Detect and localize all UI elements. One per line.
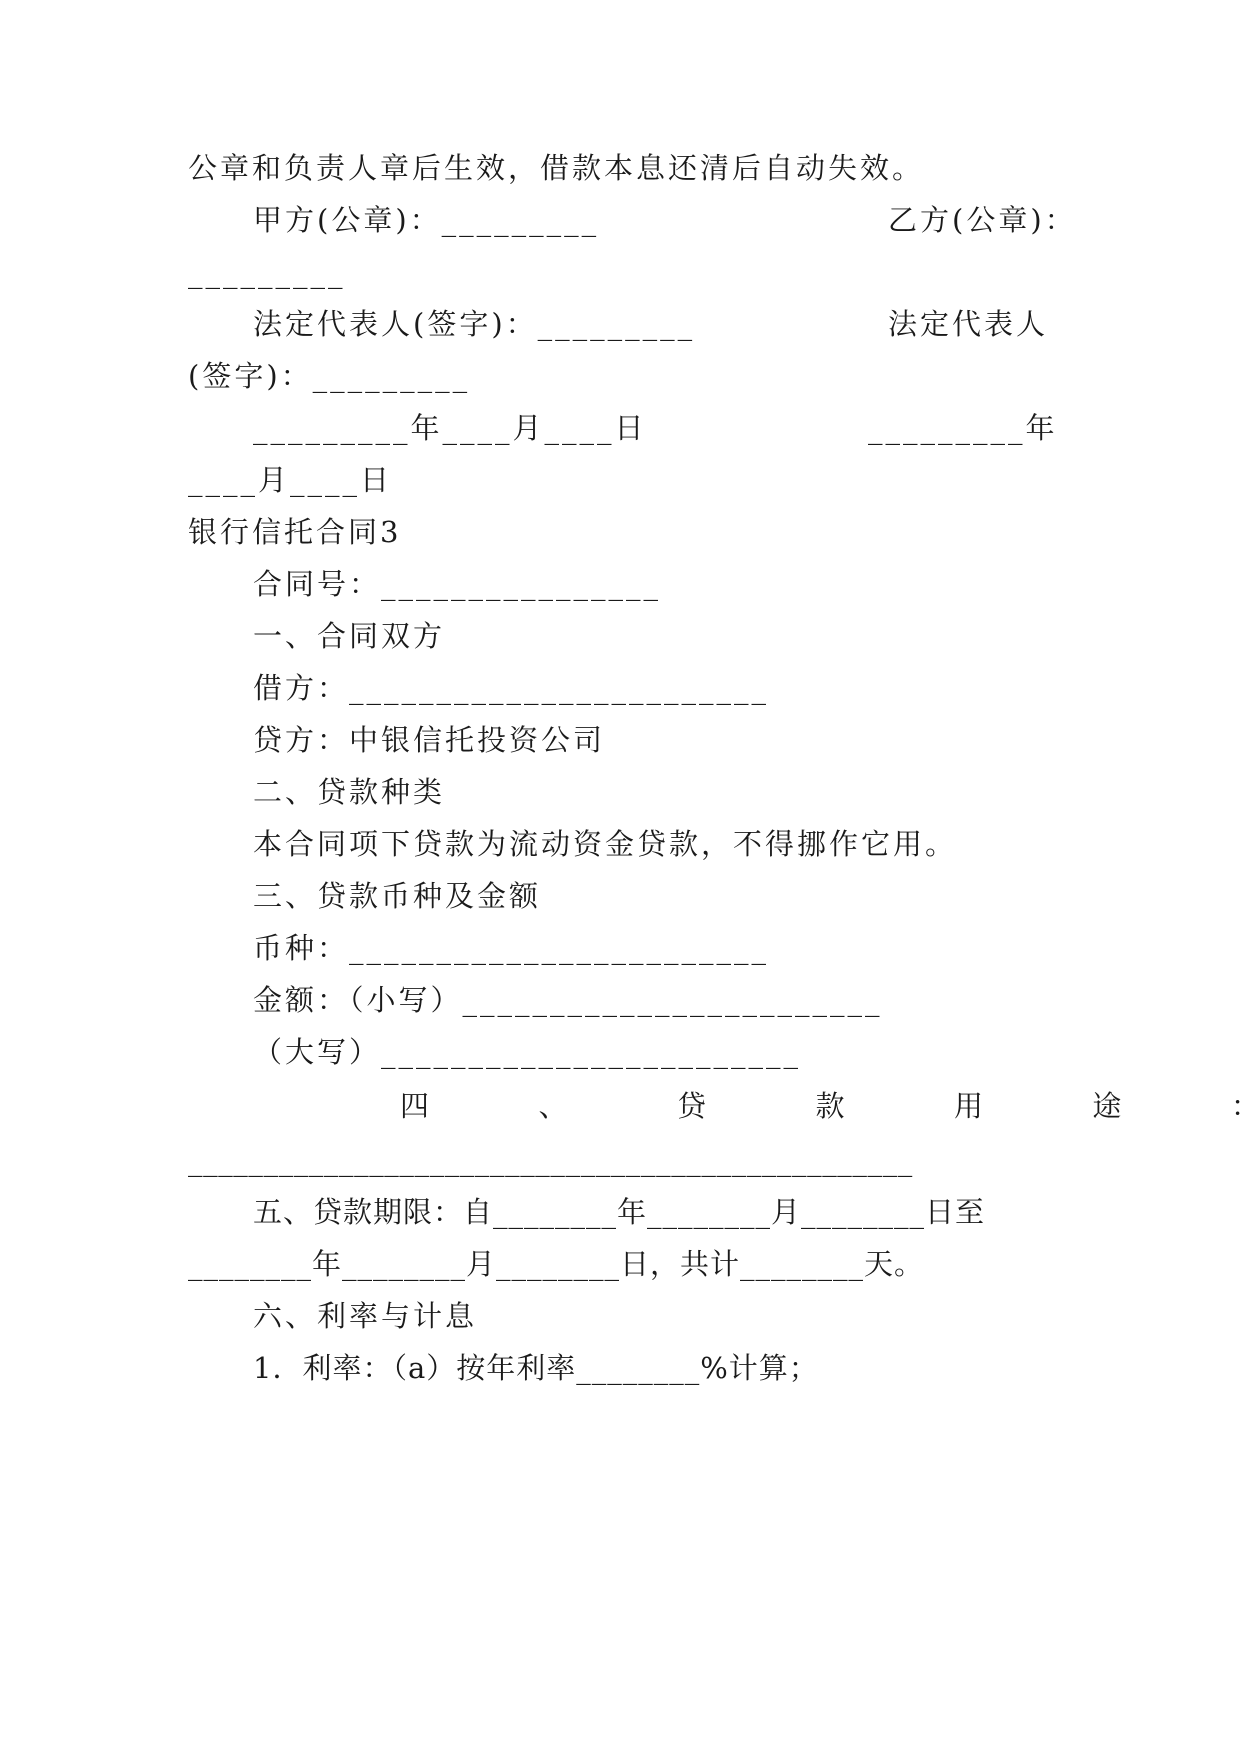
loan-purpose-blank: ________________________________________________ (188, 1143, 913, 1177)
loan-purpose-char: 四 (400, 1089, 430, 1123)
party-a-seal-line: 甲方(公章)：_________ (253, 203, 600, 237)
heading-interest: 六、利率与计息 (253, 1299, 478, 1333)
party-b-date-month-day: ____月____日 (188, 463, 393, 497)
loan-type-text: 本合同项下贷款为流动资金贷款，不得挪作它用。 (253, 827, 958, 861)
loan-purpose-char: 、 (538, 1089, 568, 1123)
amount-lowercase-line: 金额：（小写）________________________ (253, 983, 883, 1017)
party-b-seal-label: 乙方(公章)： (888, 203, 1077, 237)
contract-number-line: 合同号：________________ (253, 567, 662, 601)
party-b-representative-blank: (签字)：_________ (188, 359, 471, 393)
party-a-date-line: _________年____月____日 (253, 411, 647, 445)
interest-rate-line: 1．利率：（a）按年利率________%计算； (253, 1351, 819, 1385)
lender-line: 贷方：中银信托投资公司 (253, 723, 606, 757)
heading-currency-amount: 三、贷款币种及金额 (253, 879, 542, 913)
heading-loan-type: 二、贷款种类 (253, 775, 446, 809)
heading-parties: 一、合同双方 (253, 619, 446, 653)
paragraph-tail: 公章和负责人章后生效，借款本息还清后自动失效。 (188, 151, 925, 185)
heading-loan-purpose (188, 1088, 1260, 1124)
loan-purpose-char: 途 (1092, 1089, 1122, 1123)
borrower-line: 借方：________________________ (253, 671, 770, 705)
party-b-seal-blank: _________ (188, 255, 346, 289)
currency-line: 币种：________________________ (253, 931, 770, 965)
amount-uppercase-line: （大写）________________________ (253, 1035, 802, 1069)
party-a-representative-line: 法定代表人(签字)：_________ (253, 307, 696, 341)
party-b-date-year: _________年 (868, 411, 1058, 445)
loan-term-continued: ________年________月________日，共计________天。 (188, 1247, 925, 1281)
party-b-representative-label: 法定代表人 (888, 307, 1049, 341)
section-title: 银行信托合同3 (188, 515, 402, 549)
loan-purpose-char: 款 (815, 1089, 845, 1123)
loan-purpose-char: 用 (953, 1089, 983, 1123)
loan-purpose-char: ： (1230, 1089, 1260, 1123)
loan-term-line: 五、贷款期限：自________年________月________日至 (253, 1195, 986, 1229)
loan-purpose-char: 贷 (676, 1089, 706, 1123)
